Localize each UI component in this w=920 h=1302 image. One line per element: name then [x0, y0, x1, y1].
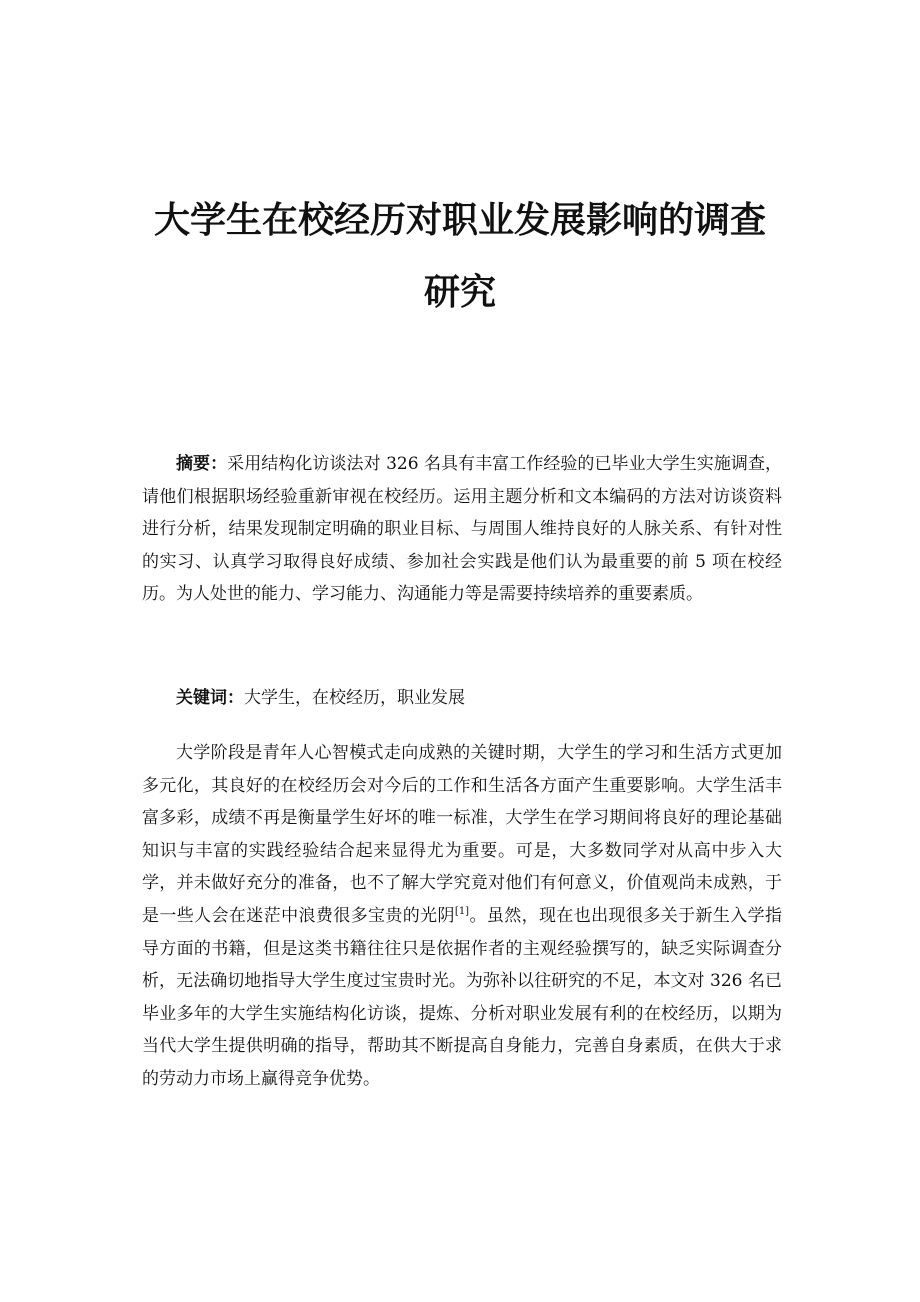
keywords-text: 大学生，在校经历，职业发展 [244, 688, 465, 708]
document-title [140, 185, 780, 329]
introduction-paragraph [142, 737, 782, 1096]
abstract-paragraph [142, 448, 782, 611]
introduction-text-part-2: 。虽然，现在也出现很多关于新生入学指导方面的书籍，但是这类书籍往往只是依据作者的主观经验撰写的，缺乏实际调查分析，无法确切地指导大学生度过宝贵时光。为弥补以往研究的不足，本文对 326 名已毕业多年的大学生实施结构化访谈，提炼、分析对职业发展有利的在校经历，以期为当代大学生提供明确的指导，帮助其不断提高自身能力，完善自身素质，在供大于求的劳动力市场上赢得竞争优势。 [142, 905, 783, 1089]
document-title-line-2: 研究 [423, 272, 496, 313]
abstract-text: 采用结构化访谈法对 326 名具有丰富工作经验的已毕业大学生实施调查，请他们根据职场经验重新审视在校经历。运用主题分析和文本编码的方法对访谈资料进行分析，结果发现制定明确的职业目标、与周围人维持良好的人脉关系、有针对性的实习、认真学习取得良好成绩、参加社会实践是他们认为最重要的前 5 项在校经历。为人处世的能力、学习能力、沟通能力等是需要持续培养的重要素质。 [142, 454, 782, 605]
citation-marker: [1] [454, 905, 470, 917]
keywords-label: 关键词： [176, 688, 244, 708]
introduction-text-part-1: 大学阶段是青年人心智模式走向成熟的关键时期，大学生的学习和生活方式更加多元化，其良好的在校经历会对今后的工作和生活各方面产生重要影响。大学生活丰富多彩，成绩不再是衡量学生好坏的唯一标准，大学生在学习期间将良好的理论基础知识与丰富的实践经验结合起来显得尤为重要。可是，大多数同学对从高中步入大学，并未做好充分的准备，也不了解大学究竟对他们有何意义，价值观尚未成熟，于是一些人会在迷茫中浪费很多宝贵的光阴 [142, 743, 782, 926]
document-title-line-1: 大学生在校经历对职业发展影响的调查 [153, 200, 766, 241]
keywords-paragraph [142, 682, 782, 715]
abstract-label: 摘要： [176, 454, 228, 474]
